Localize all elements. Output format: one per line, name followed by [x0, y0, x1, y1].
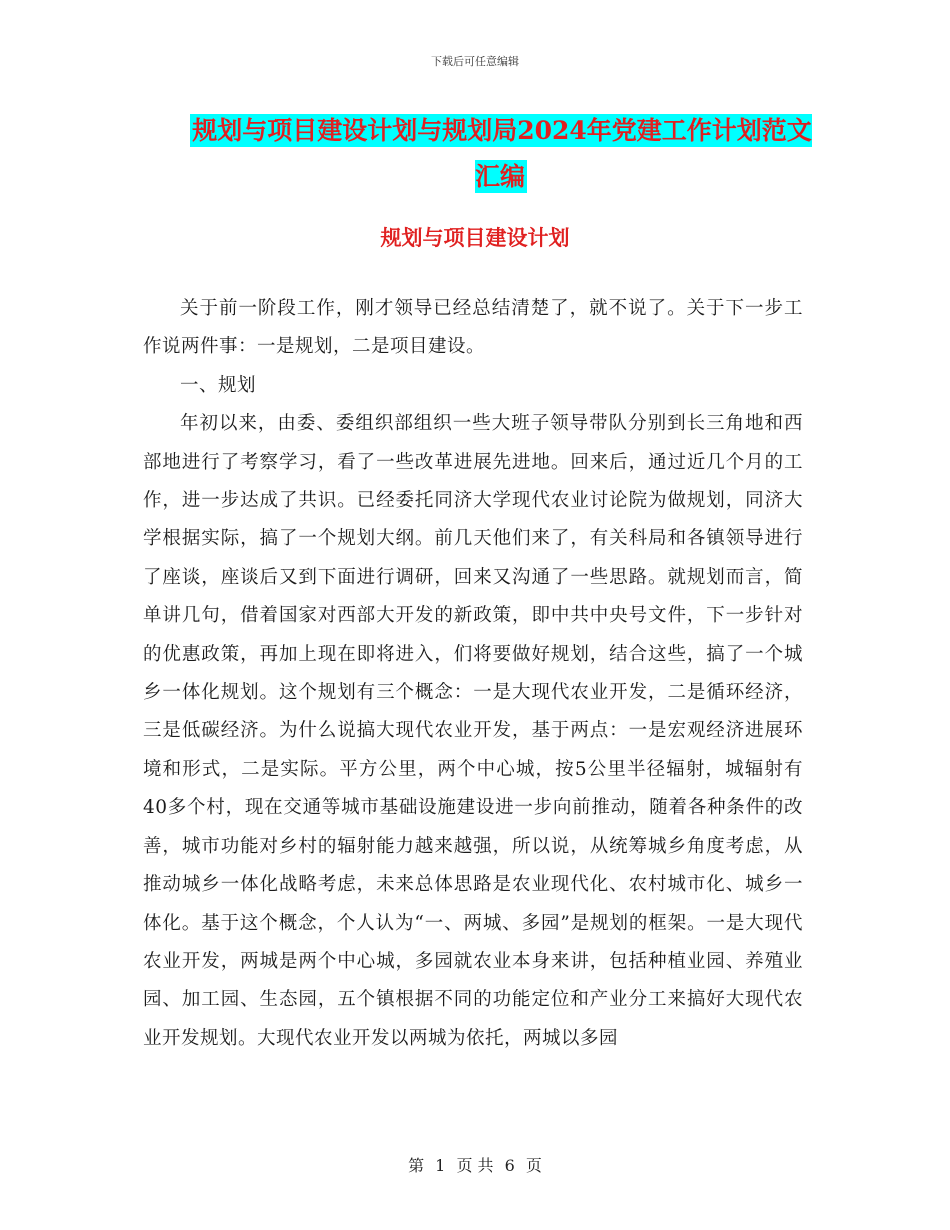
document-title — [186, 108, 816, 200]
paragraph: 关于前一阶段工作，刚才领导已经总结清楚了，就不说了。关于下一步工作说两件事：一是规划，二是项目建设。 — [143, 298, 803, 358]
document-title-text: 规划与项目建设计划与规划局2024年党建工作计划范文汇编 — [192, 116, 812, 191]
body-text — [143, 290, 803, 1058]
page-current: 1 — [435, 1156, 446, 1175]
section-title: 规划与项目建设计划 — [380, 225, 570, 250]
page-mid: 页 共 — [456, 1156, 494, 1175]
page-footer — [0, 1153, 950, 1176]
paragraph: 年初以来，由委、委组织部组织一些大班子领导带队分别到长三角地和西部地进行了考察学习，看了一些改革进展先进地。回来后，通过近几个月的工作，进一步达成了共识。已经委托同济大学现代农业讨论院为做规划，同济大学根据实际，搞了一个规划大纲。前几天他们来了，有关科局和各镇领导进行了座谈，座谈后又到下面进行调研，回来又沟通了一些思路。就规划而言，简单讲几句，借着国家对西部大开发的新政策，即中共中央号文件，下一步针对的优惠政策，再加上现在即将进入，们将要做好规划，结合这些，搞了一个城乡一体化规划。这个规划有三个概念：一是大现代农业开发，二是循环经济，三是低碳经济。为什么说搞大现代农业开发，基于两点：一是宏观经济进展环境和形式，二是实际。平方公里，两个中心城，按5公里半径辐射，城辐射有40多个村，现在交通等城市基础设施建设进一步向前推动，随着各种条件的改善，城市功能对乡村的辐射能力越来越强，所以说，从统筹城乡角度考虑，从推动城乡一体化战略考虑，未来总体思路是农业现代化、农村城市化、城乡一体化。基于这个概念，个人认为“一、两城、多园”是规划的框架。一是大现代农业开发，两城是两个中心城，多园就农业本身来讲，包括种植业园、养殖业园、加工园、生态园，五个镇根据不同的功能定位和产业分工来搞好大现代农业开发规划。大现代农业开发以两城为依托，两城以多园 — [143, 413, 803, 1049]
paragraph-heading: 一、规划 — [180, 374, 257, 396]
header-note: 下载后可任意编辑 — [431, 55, 519, 68]
page-total: 6 — [504, 1156, 515, 1175]
page-suffix: 页 — [525, 1156, 542, 1175]
page-prefix: 第 — [408, 1156, 425, 1175]
